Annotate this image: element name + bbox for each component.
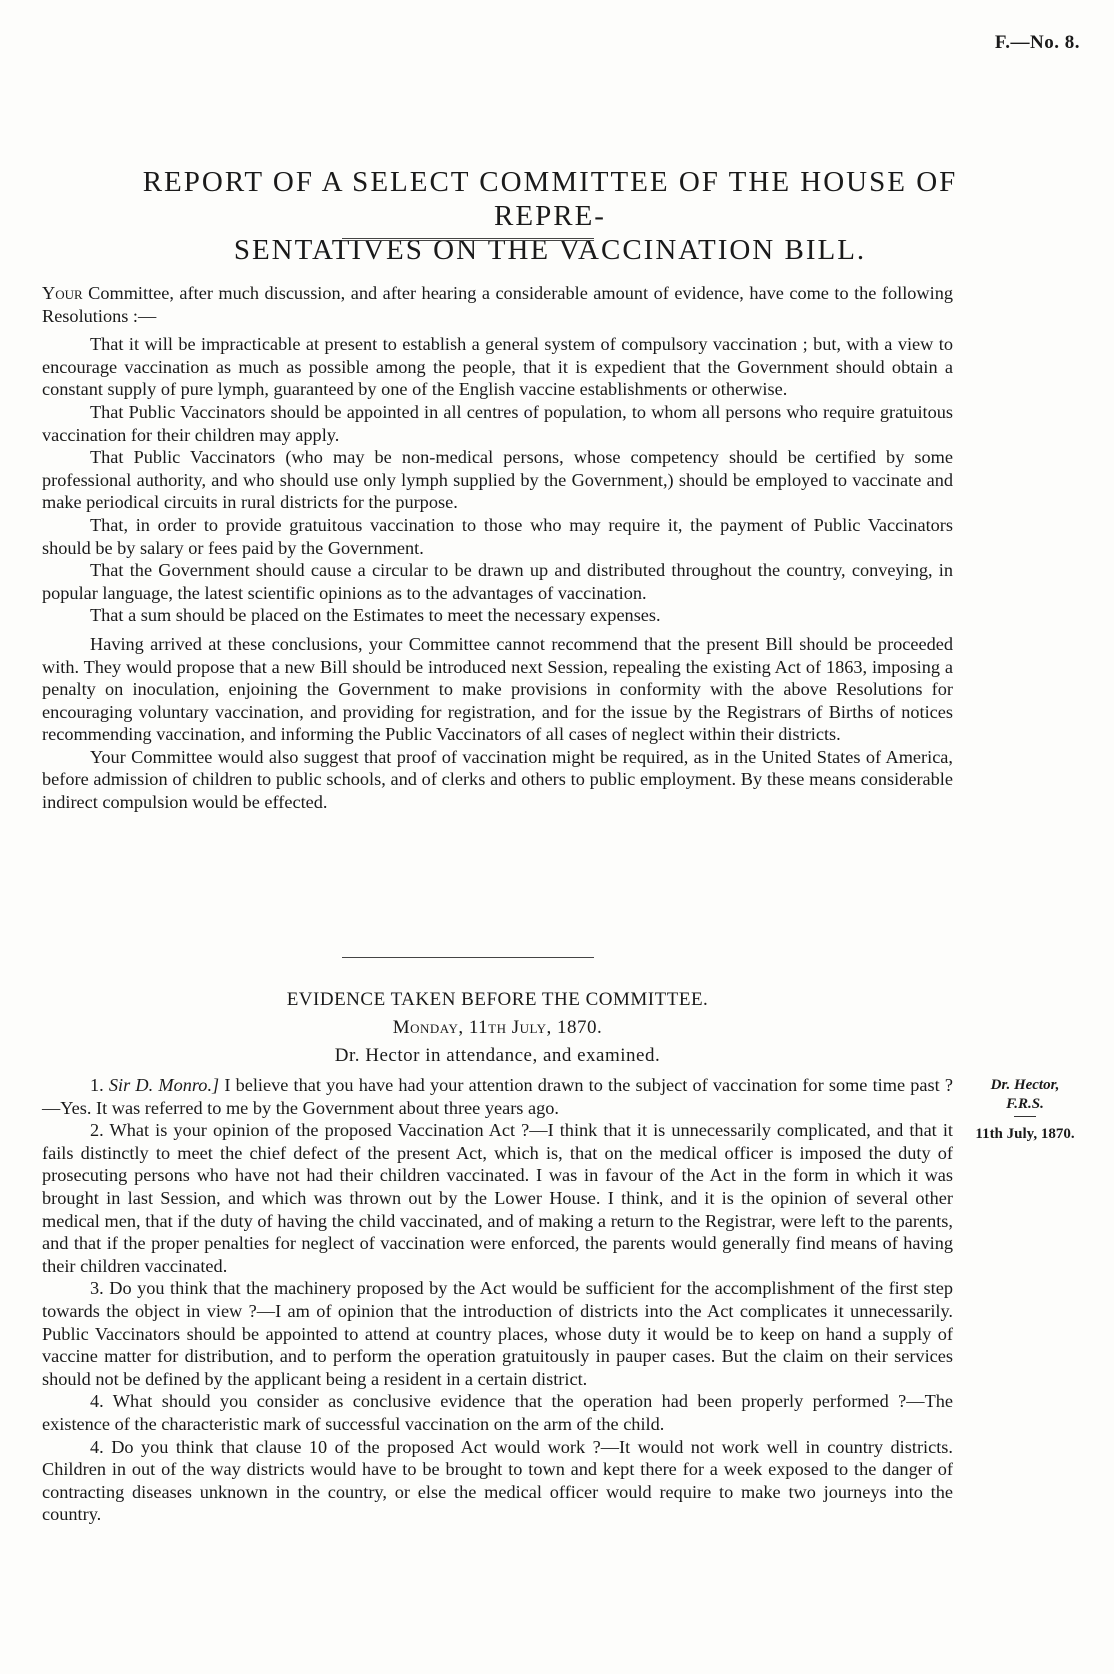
question-item: 4. What should you consider as conclusive evidence that the operation had been properly performed ?—The existence of the characteristic mark of successful vaccination on the arm of the child. (42, 1391, 953, 1434)
section-divider (342, 957, 594, 958)
title-divider (342, 238, 594, 241)
margin-witness: Dr. Hector, (990, 1077, 1060, 1093)
margin-note (965, 1076, 1085, 1144)
paper-reference: F.—No. 8. (994, 32, 1080, 53)
report-body (42, 282, 953, 814)
report-conclusion: Having arrived at these conclusions, your Committee cannot recommend that the present Bill should be proceeded with. They would propose that a new Bill should be introduced next Session, repealing the existing Act of 1863, imposing a penalty on inoculation, enjoining the Government to make provisions in conformity with the above Resolutions for encouraging voluntary vaccination, and providing for registration, and for the issue by the Registrars of Births of notices recommending vaccination, and informing the Public Vaccinators of all cases of neglect within their districts. (42, 633, 953, 745)
resolution: That the Government should cause a circular to be drawn up and distributed throughout the country, conveying, in popular language, the latest scientific opinions as to the advantages of vaccination. (42, 560, 953, 603)
evidence-attendance: Dr. Hector in attendance, and examined. (334, 1045, 661, 1066)
question-item: 4. Do you think that clause 10 of the proposed Act would work ?—It would not work well in country districts. Children in out of the way districts would have to be brought to town and kept there for a week exposed to the danger of contracting diseases unknown in the country, or else the medical officer would require to make two journeys into the country. (42, 1436, 953, 1525)
question-item: 2. What is your opinion of the proposed Vaccination Act ?—I think that it is unnecessarily complicated, and that it fails distinctly to meet the chief defect of the present Act, which is, that on the medical officer is imposed the duty of prosecuting persons who have not had their children vaccinated. I was in favour of the Act in the form in which it was brought in last Session, and which was thrown out by the Lower House. I think, and it is the opinion of several other medical men, that if the duty of having the child vaccinated, and of making a return to the Registrar, were left to the parents, and that if the proper penalties for neglect of vaccination were enforced, the parents would generally find means of having their children vaccinated. (42, 1120, 953, 1276)
evidence-heading: EVIDENCE TAKEN BEFORE THE COMMITTEE. (286, 989, 709, 1010)
margin-honours: F.R.S. (1006, 1096, 1044, 1112)
report-title (120, 165, 980, 267)
report-intro: Your Committee, after much discussion, and after hearing a considerable amount of evidence, have come to the following Resolutions :— (42, 283, 953, 326)
questions-list (42, 1074, 953, 1526)
resolution: That Public Vaccinators should be appointed in all centres of population, to whom all persons who require gratuitous vaccination for their children may apply. (42, 401, 953, 445)
margin-rule (1014, 1116, 1036, 1117)
evidence-date: Monday, 11th July, 1870. (392, 1017, 603, 1038)
resolution: That it will be impracticable at present to establish a general system of compulsory vaccination ; but, with a view to encourage vaccination as much as possible among the people, that it is expedient that the Government should obtain a constant supply of pure lymph, guaranteed by one of the English vaccine establishments or otherwise. (42, 334, 953, 400)
question-item: 1. Sir D. Monro.] I believe that you have had your attention drawn to the subject of vaccination for some time past ?—Yes. It was referred to me by the Government about three years ago. (42, 1075, 953, 1118)
title-line-1: REPORT OF A SELECT COMMITTEE OF THE HOUSE OF REPRE- (142, 166, 958, 232)
evidence-header (42, 986, 953, 1070)
resolution: That, in order to provide gratuitous vaccination to those who may require it, the payment of Public Vaccinators should be by salary or fees paid by the Government. (42, 514, 953, 558)
resolution: That Public Vaccinators (who may be non-medical persons, whose competency should be certified by some professional authority, and who should use only lymph supplied by the Government,) should be employed to vaccinate and make periodical circuits in rural districts for the purpose. (42, 447, 953, 513)
resolution: That a sum should be placed on the Estimates to meet the necessary expenses. (90, 605, 661, 626)
question-item: 3. Do you think that the machinery proposed by the Act would be sufficient for the accomplishment of the first step towards the object in view ?—I am of opinion that the introduction of districts into the Act complicates it unnecessarily. Public Vaccinators should be appointed to attend at country places, whose duty it would be to keep on hand a supply of vaccine matter for distribution, and to perform the operation gratuitously in pauper cases. But the claim on their services should not be defined by the applicant being a resident in a certain district. (42, 1278, 953, 1389)
report-suggestion: Your Committee would also suggest that proof of vaccination might be required, as in the United States of America, before admission of children to public schools, and of clerks and others to public employment. By these means considerable indirect compulsion would be effected. (42, 746, 953, 813)
margin-date: 11th July, 1870. (975, 1126, 1075, 1142)
title-line-2: SENTATIVES ON THE VACCINATION BILL. (233, 234, 867, 266)
